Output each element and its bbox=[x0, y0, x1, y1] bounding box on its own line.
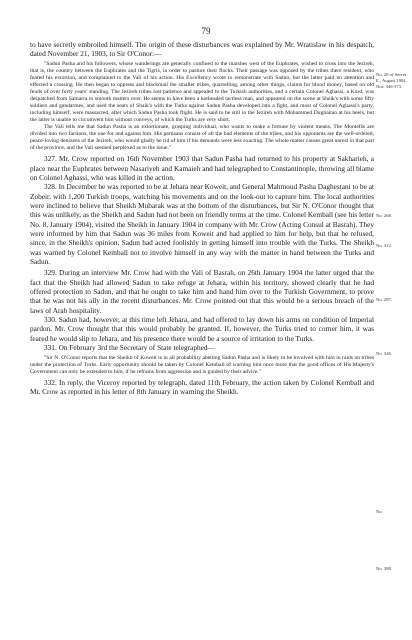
paragraph-330: 330. Sadun had, however, at this time left Jehara, and had offered to lay down his arms on condition of Imperial pardon. Mr. Crow thought that this would probably be granted. If, however, the Turks tried to corner him, it was feared he would slip to Jehara, and his presence there would be a source of irritation to the Turks. bbox=[30, 315, 374, 343]
quoted-despatch-part-2: The Vali tells me that Sadun Pasha is an extortionate, grasping individual, who wants to make a fortune by violent means. The Montefik are divided into two factions, the one for and against him. His partisans consist of all the bad elements of the tribes, and his opponents are the well-ordered, peace-loving denizens of the Jezireh, who would gladly be rid of him if his demands were less exacting. The whole matter causes great unrest in that part of the province, and the Vali seemed perplexed as to the issue." bbox=[30, 124, 374, 152]
margin-note: No. 287. bbox=[376, 297, 392, 302]
paragraph-331: 331. On February 3rd the Secretary of State telegraphed— bbox=[44, 343, 215, 353]
page-number: 79 bbox=[201, 26, 211, 36]
paragraph-332: 332. In reply, the Viceroy reported by telegraph, dated 11th February, the action taken by Colonel Kemball and Mr. Crow as reported in his letter of 8th January in warning the Sheikh. bbox=[30, 377, 374, 396]
document-body bbox=[30, 40, 374, 396]
paragraph-328: 328. In December he was reported to be at Jehara near Koweit, and General Mahmoud Pasha Daghestani to be at Zobeir, with 1,200 Turkish troops, watching his movements and on the look-out to capture him. The local authorities were inclined to believe that Sheikh Mubarak was at the bottom of the disturbances, but Sir N. O'Conor thought that this was unlikely, as the Sheikh and Sadun had not been on friendly terms at the time. Colonel Kemball (see his letter No. 8, January 1904), visited the Sheikh in January 1904 in company with Mr. Crow (Acting Consul at Basrah). They were informed by him that Sadun was 36 miles from Koweit and had applied to him for help, but that he refused, since, in the Sheikh's opinion, Sadun had acted foolishly in getting himself into trouble with the Turks. The Sheikh was warned by Colonel Kemball not to involve himself in any way with the matter in hand between the Turks and Sadun. bbox=[30, 182, 374, 267]
paragraph-329: 329. During an interview Mr. Crow had with the Vali of Basrah, on 26th January 1904 the latter urged that the fact that the Sheikh had allowed Sadun to take refuge at Jehara, within his territory, showed clearly that he had offered protection to Sadun, and that he ought to take him and hand him over to the Turkish Government, to prove that he was not his ally in the recent disturbances. Mr. Crow pointed out that this would be a serious breach of the laws of Arab hospitality. bbox=[30, 268, 374, 315]
margin-note: No. 348. bbox=[376, 351, 392, 356]
quoted-despatch-part-1: "Sadun Pasha and his followers, whose wanderings are generally confined to the marshes west of the Euphrates, wished to cross into the Jezireh, that is, the country between the Euphrates and the Tigris, in order to pasture their flocks. Their passage was opposed by the tribes there resident, who feared his extortion, and complained to the Vali of his action. His Excellency wrote to remonstrate with Sadun, but the latter paid no attention and effected a crossing. He then began to oppress and blackmail the smaller tribes, quarrelling, among other things, claims for blood money, based on old feuds of over forty years' standing. The Jezireh tribes lost patience and appealed to the Turkish authorities, and a certain Colonel Aghassi, a Kurd, was despatched from Samarra to smooth matters over. He seems to have been a hotheaded tactless man, and appeared on the scene at Sheik's with some fifty soldiers and gendarmes, and used the seats of Shaik's with the Turks against Sadun Pasha developed into a fight, and most of Colonel Aghassi's party, including himself, were massacred, after which Sadun Pasha took flight. He is said to be still in the Jezireh with Mohammed Dughaitan at his heels, but the latter is unable to circumvent him without conveys, of which the Turks are very short. bbox=[30, 60, 374, 124]
margin-note: No. 312. bbox=[376, 243, 392, 248]
margin-note: No. 268. bbox=[376, 213, 392, 218]
margin-note: No. bbox=[376, 509, 383, 514]
margin-note: No. 388. bbox=[376, 566, 392, 571]
intro-paragraph: to have secretly embroiled himself. The origin of these disturbances was explained by Mr. Wratislaw in his despatch, dated November 21, 1903, to Sir O'Conor:— bbox=[30, 40, 374, 59]
margin-note: No. 20 of Secret E., August 1904, Nos. 346-373. bbox=[376, 72, 407, 89]
quoted-telegram: "Sir N. O'Conor reports that the Sheikh of Koweit is in all probability abetting Sadun Pasha and is likely to be involved with him in raids on tribes under the protection of Turks. Early opportunity should be taken by Colonel Kemball of warning him once more that the good offices of His Majesty's Government can only be extended to him, if he refrains from aggression and is guided by their advice." bbox=[30, 354, 374, 375]
paragraph-327: 327. Mr. Crow reported on 16th November 1903 that Sadun Pasha had returned to his property at Sakharieh, a place near the Euphrates between Nasariyeh and Kamaieh and had telegraphed to Constantinople, throwing all blame on Colonel Aghassi, who was killed in the action. bbox=[30, 154, 374, 182]
